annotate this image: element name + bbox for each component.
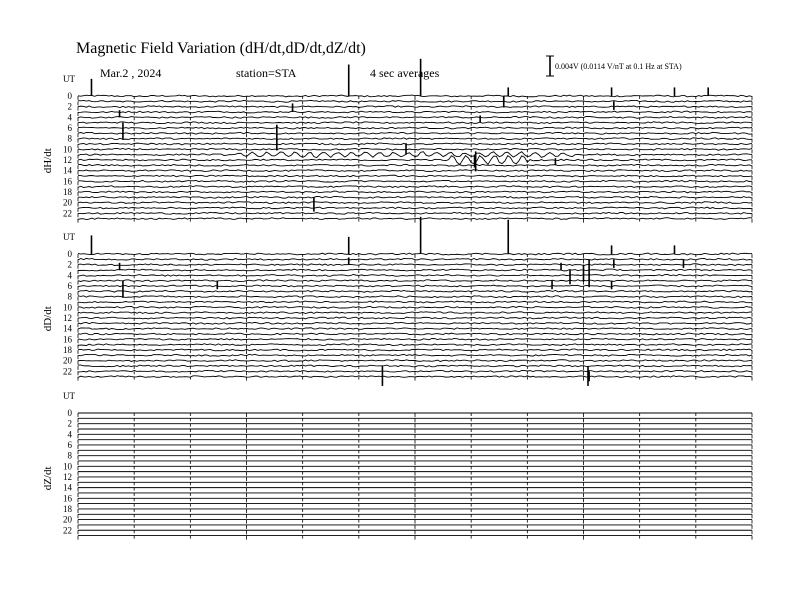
- hour-label: 10: [63, 302, 72, 313]
- trace-row-hour-14: [63, 166, 752, 176]
- hour-label: 22: [63, 208, 72, 219]
- hour-label: 8: [67, 291, 72, 302]
- trace-row-hour-6: [68, 123, 753, 133]
- trace-row-hour-11: [78, 312, 752, 317]
- trace-row-hour-23: [78, 536, 752, 540]
- trace-row-hour-17: [78, 504, 752, 508]
- hour-label: 10: [63, 144, 72, 155]
- hour-label: 8: [67, 450, 72, 461]
- time-axis-label: UT: [63, 232, 75, 242]
- hour-label: 0: [67, 91, 72, 101]
- panel-dhdt: [42, 59, 752, 223]
- hour-label: 4: [67, 270, 72, 281]
- trace-row-hour-9: [78, 461, 752, 465]
- hour-label: 0: [67, 408, 72, 418]
- trace-row-hour-22: [63, 366, 752, 381]
- trace-row-hour-16: [63, 493, 752, 503]
- panel-dddt: [42, 217, 752, 386]
- hour-label: 2: [67, 101, 72, 112]
- trace-row-hour-22: [63, 525, 752, 535]
- trace-row-hour-9: [78, 143, 752, 148]
- station-label: station=STA: [236, 66, 297, 80]
- trace-row-hour-20: [63, 515, 752, 525]
- hour-label: 12: [63, 312, 72, 323]
- trace-row-hour-19: [78, 514, 752, 518]
- component-label: dZ/dt: [42, 466, 54, 491]
- trace-row-hour-21: [78, 207, 752, 212]
- hour-label: 18: [63, 186, 72, 197]
- averaging-label: 4 sec averages: [370, 66, 440, 80]
- component-label: dD/dt: [42, 306, 54, 332]
- hour-label: 20: [63, 355, 72, 366]
- scale-bar-label: 0.004V (0.0114 V/nT at 0.1 Hz at STA): [555, 62, 682, 71]
- trace-row-hour-12: [63, 472, 752, 482]
- trace-row-hour-8: [68, 292, 753, 302]
- trace-row-hour-10: [63, 461, 752, 471]
- trace-row-hour-0: [68, 408, 753, 418]
- date-label: Mar.2 , 2024: [100, 66, 162, 80]
- trace-row-hour-5: [78, 440, 752, 444]
- trace-row-hour-20: [63, 356, 752, 366]
- trace-row-hour-3: [78, 429, 752, 433]
- hour-label: 4: [67, 429, 72, 440]
- hour-label: 10: [63, 461, 72, 472]
- trace-row-hour-6: [68, 440, 753, 450]
- scale-bar: [546, 56, 682, 76]
- panel-dzdt: [42, 391, 752, 540]
- trace-row-hour-18: [63, 345, 752, 355]
- hour-label: 2: [67, 259, 72, 270]
- trace-row-hour-6: [68, 281, 753, 291]
- hour-label: 20: [63, 197, 72, 208]
- trace-row-hour-17: [78, 344, 752, 349]
- trace-row-hour-2: [68, 419, 753, 429]
- trace-row-hour-20: [63, 198, 752, 208]
- chart-title: Magnetic Field Variation (dH/dt,dD/dt,dZ/dt): [76, 40, 366, 57]
- trace-row-hour-13: [78, 322, 752, 327]
- trace-row-hour-13: [78, 482, 752, 486]
- hour-label: 8: [67, 133, 72, 144]
- trace-row-hour-14: [63, 483, 752, 493]
- hour-label: 22: [63, 366, 72, 377]
- hour-label: 14: [63, 482, 72, 493]
- panels: [42, 59, 752, 540]
- trace-row-hour-11: [78, 472, 752, 476]
- trace-row-hour-4: [68, 270, 753, 280]
- trace-row-hour-8: [68, 134, 753, 144]
- trace-row-hour-21: [78, 525, 752, 529]
- trace-row-hour-16: [63, 334, 752, 344]
- trace-row-hour-22: [63, 208, 752, 218]
- trace-row-hour-17: [78, 186, 752, 191]
- hour-label: 16: [63, 176, 72, 187]
- trace-row-hour-7: [78, 290, 752, 295]
- hour-label: 16: [63, 493, 72, 504]
- trace-row-hour-14: [63, 324, 752, 334]
- hour-label: 6: [67, 439, 72, 450]
- trace-row-hour-2: [68, 102, 753, 112]
- trace-row-hour-21: [78, 365, 752, 386]
- trace-row-hour-15: [78, 333, 752, 338]
- trace-row-hour-19: [78, 354, 752, 359]
- hour-label: 0: [67, 249, 72, 259]
- trace-row-hour-23: [78, 218, 752, 223]
- hour-label: 2: [67, 418, 72, 429]
- hour-label: 12: [63, 471, 72, 482]
- trace-row-hour-12: [63, 313, 752, 323]
- hour-label: 18: [63, 344, 72, 355]
- time-axis-label: UT: [63, 391, 75, 401]
- hour-label: 12: [63, 154, 72, 165]
- hour-label: 14: [63, 323, 72, 334]
- trace-row-hour-16: [63, 176, 752, 186]
- trace-row-hour-23: [78, 376, 752, 381]
- trace-row-hour-4: [68, 429, 753, 439]
- trace-row-hour-10: [63, 302, 752, 312]
- trace-row-hour-1: [78, 418, 752, 422]
- trace-row-hour-18: [63, 504, 752, 514]
- hour-label: 20: [63, 514, 72, 525]
- hour-label: 16: [63, 334, 72, 345]
- hour-label: 22: [63, 525, 72, 536]
- hour-label: 4: [67, 112, 72, 123]
- component-label: dH/dt: [42, 148, 54, 174]
- trace-row-hour-10: [63, 144, 752, 154]
- trace-row-hour-7: [78, 450, 752, 454]
- hour-label: 6: [67, 122, 72, 133]
- time-axis-label: UT: [63, 74, 75, 84]
- hour-label: 18: [63, 503, 72, 514]
- trace-row-hour-8: [68, 451, 753, 461]
- hour-label: 6: [67, 280, 72, 291]
- trace-row-hour-15: [78, 493, 752, 497]
- hour-label: 14: [63, 165, 72, 176]
- trace-row-hour-15: [78, 175, 752, 180]
- trace-row-hour-9: [78, 301, 752, 306]
- trace-row-hour-18: [63, 187, 752, 197]
- trace-row-hour-0: [68, 217, 753, 259]
